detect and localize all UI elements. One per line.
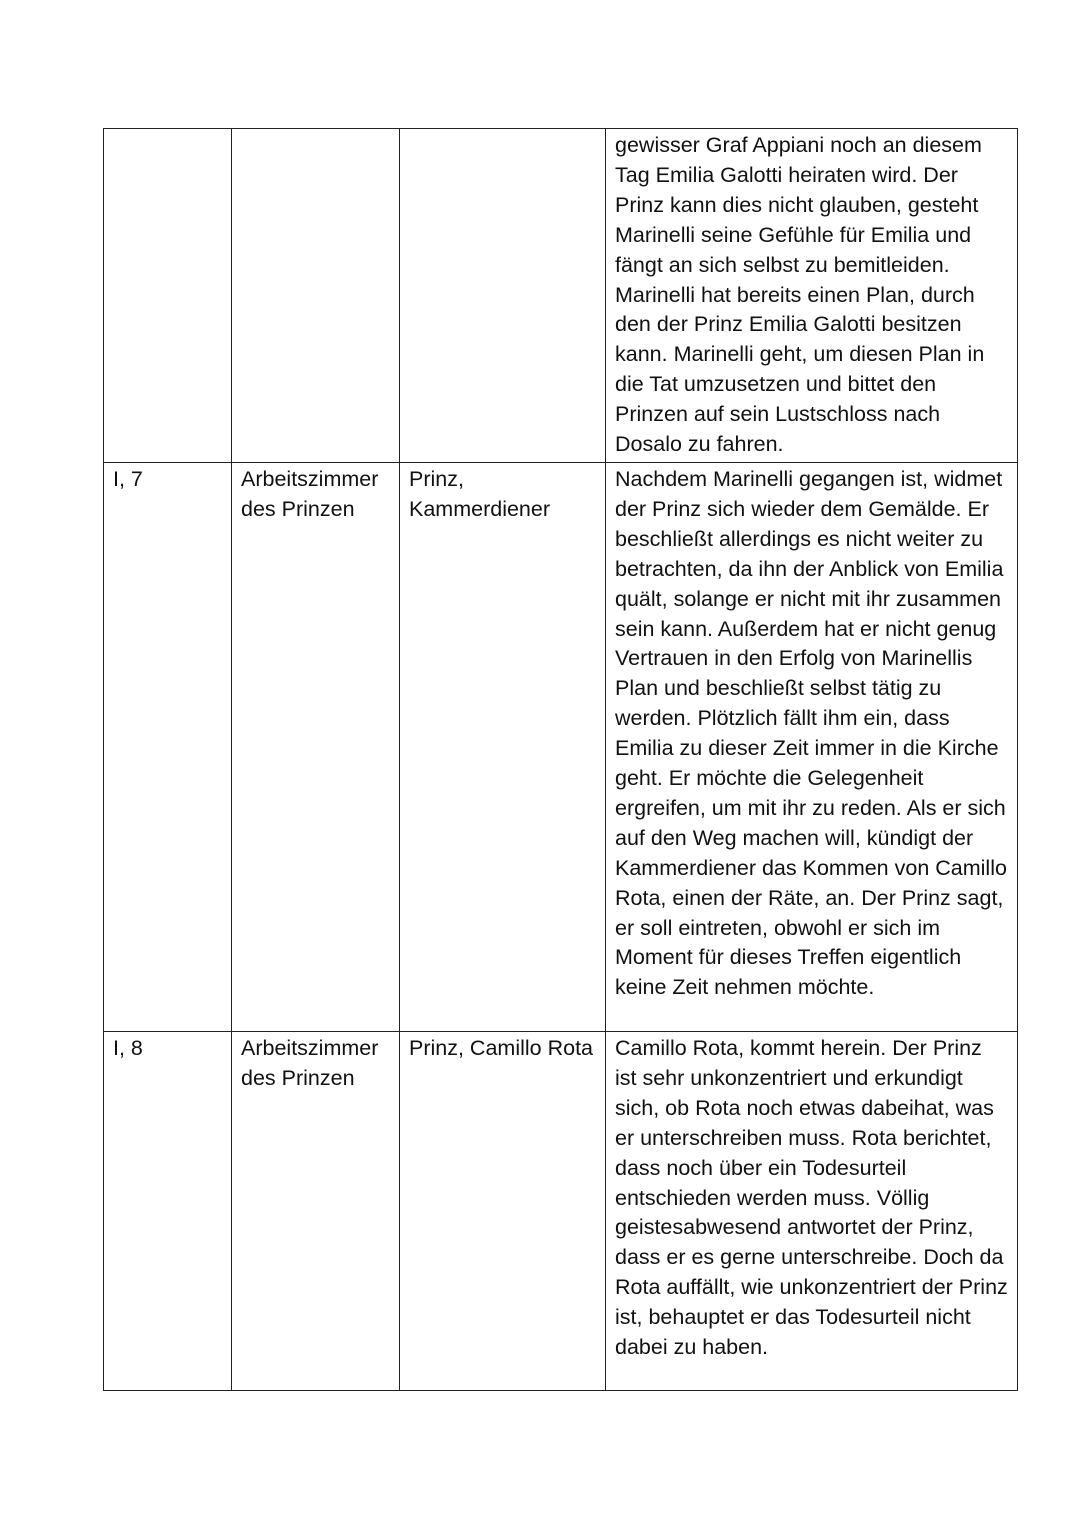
content-cell bbox=[606, 1031, 1018, 1390]
content-cell bbox=[606, 462, 1018, 1031]
scene-summary-table bbox=[103, 128, 1018, 1391]
content-text: Nachdem Marinelli gegangen ist, widmet der Prinz sich wieder dem Gemälde. Er beschließt allerdings es nicht weiter zu betrachten, da ihn der Anblick von Emilia quält, solange er nicht mit ihr zusammen sein kann. Außerdem hat er nicht genug Vertrauen in den Erfolg von Marinellis Plan und beschließt selbst tätig zu werden. Plötzlich fällt ihm ein, dass Emilia zu dieser Zeit immer in die Kirche geht. Er möchte die Gelegenheit ergreifen, um mit ihr zu reden. Als er sich auf den Weg machen will, kündigt der Kammerdiener das Kommen von Camillo Rota, einen der Räte, an. Der Prinz sagt, er soll eintreten, obwohl er sich im Moment für dieses Treffen eigentlich keine Zeit nehmen möchte. bbox=[615, 466, 1007, 1000]
table-row bbox=[104, 462, 1018, 1031]
place-cell: Arbeitszimmer des Prinzen bbox=[232, 462, 400, 1031]
content-text: Camillo Rota, kommt herein. Der Prinz ist sehr unkonzentriert und erkundigt sich, ob Rota noch etwas dabeihat, was er unterschreiben muss. Rota berichtet, dass noch über ein Todesurteil entschieden werden muss. Völlig geistesabwesend antwortet der Prinz, dass er es gerne unterschreibe. Doch da Rota auffällt, wie unkonzentriert der Prinz ist, behauptet er das Todesurteil nicht dabei zu haben. bbox=[615, 1035, 1008, 1360]
table-row bbox=[104, 1031, 1018, 1390]
scene-cell: I, 7 bbox=[104, 462, 232, 1031]
characters-cell: Prinz, Camillo Rota bbox=[400, 1031, 606, 1390]
content-text: gewisser Graf Appiani noch an diesem Tag Emilia Galotti heiraten wird. Der Prinz kann dies nicht glauben, gesteht Marinelli seine Gefühle für Emilia und fängt an sich selbst zu bemitleiden. Marinelli hat bereits einen Plan, durch den der Prinz Emilia Galotti besitzen kann. Marinelli geht, um diesen Plan in die Tat umzusetzen und bittet den Prinzen auf sein Lustschloss nach Dosalo zu fahren. bbox=[615, 133, 985, 457]
scene-cell bbox=[104, 129, 232, 463]
table-row bbox=[104, 129, 1018, 463]
content-cell bbox=[606, 129, 1018, 463]
place-cell bbox=[232, 129, 400, 463]
scene-cell: I, 8 bbox=[104, 1031, 232, 1390]
place-cell: Arbeitszimmer des Prinzen bbox=[232, 1031, 400, 1390]
characters-cell bbox=[400, 129, 606, 463]
characters-cell: Prinz, Kammerdiener bbox=[400, 462, 606, 1031]
